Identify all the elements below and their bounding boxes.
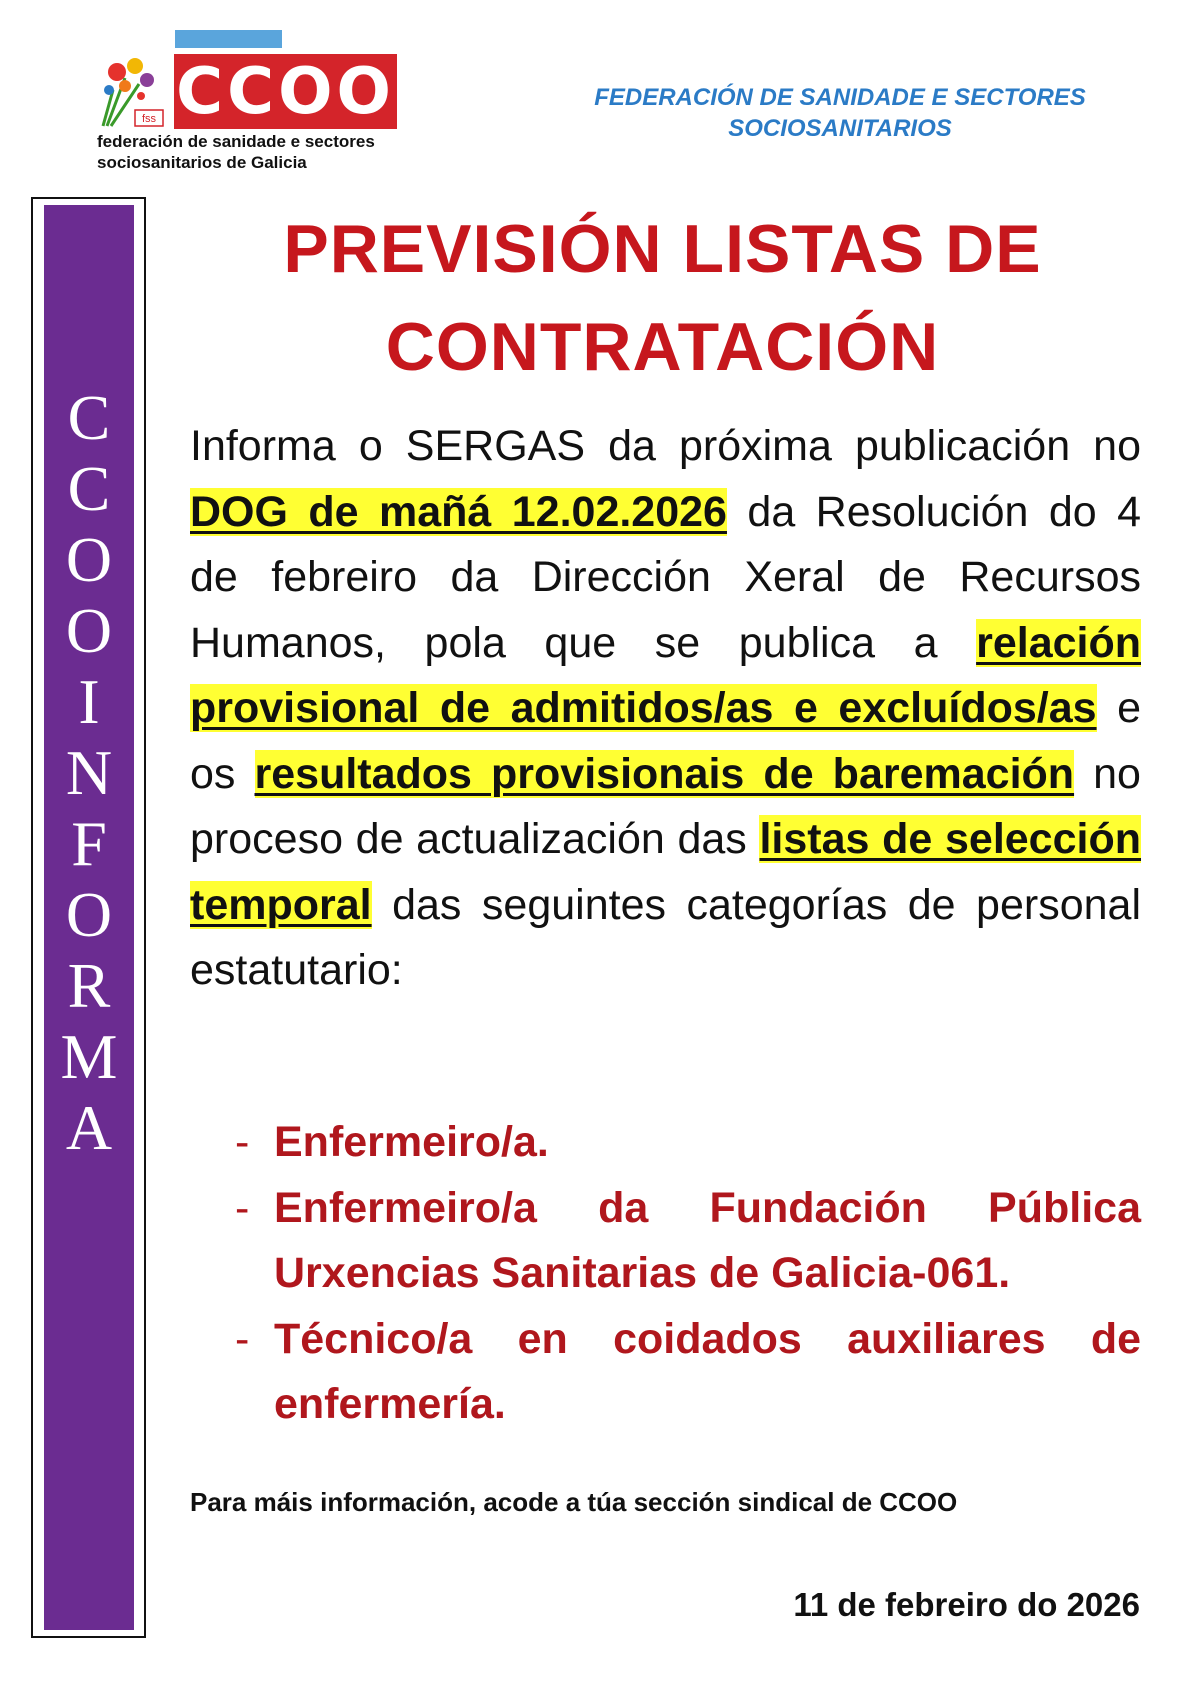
- sidebar-letter: M: [60, 1021, 118, 1092]
- federation-title-line1: FEDERACIÓN DE SANIDADE E SECTORES: [594, 84, 1086, 111]
- footer-info: Para máis información, acode a túa sección sindical de CCOO: [190, 1487, 958, 1517]
- sidebar-ccoo-informa: [44, 382, 134, 1163]
- category-label: Enfermeiro/a da Fundación Pública Urxencias Sanitarias de Galicia-061.: [274, 1183, 1141, 1297]
- logo-subtitle-line2: sociosanitarios de Galicia: [97, 153, 307, 172]
- sidebar-letter: O: [65, 524, 113, 595]
- page-title-line2: CONTRATACIÓN: [385, 309, 940, 385]
- flower-logo-icon: [95, 50, 165, 128]
- paragraph-text: das seguintes categorías de personal estatutario:: [190, 880, 1141, 994]
- sidebar-letter: A: [65, 1092, 113, 1163]
- logo-badge: fss: [141, 113, 157, 125]
- category-item: [235, 1176, 1141, 1307]
- category-item: [235, 1307, 1141, 1438]
- highlight-admitted-excluded: relación provisional de admitidos/as e excluídos/as: [190, 618, 1141, 732]
- logo-text: CCOO: [176, 54, 395, 129]
- page-title: [185, 200, 1140, 396]
- paragraph-text: da Resolución do 4 de febreiro da Dirección Xeral de Recursos Humanos, pola que se publica a: [190, 487, 1141, 667]
- sidebar-letter: R: [67, 950, 111, 1021]
- category-item: [235, 1110, 1141, 1176]
- paragraph-text: no proceso de actualización das: [190, 749, 1141, 863]
- announcement-paragraph: [190, 414, 1141, 1004]
- sidebar-letter: N: [65, 737, 113, 808]
- ccoo-logo: [174, 54, 397, 129]
- sidebar-letter: C: [67, 382, 111, 453]
- federation-title: [560, 82, 1120, 144]
- category-label: Técnico/a en coidados auxiliares de enfermería.: [274, 1314, 1141, 1428]
- federation-title-line2: SOCIOSANITARIOS: [728, 115, 952, 142]
- logo-subtitle: [97, 131, 375, 173]
- sidebar-letter: C: [67, 453, 111, 524]
- sidebar-letter: O: [65, 595, 113, 666]
- page-title-line1: PREVISIÓN LISTAS DE: [283, 211, 1042, 287]
- logo-subtitle-line1: federación de sanidade e sectores: [97, 132, 375, 151]
- footer-date: 11 de febreiro do 2026: [793, 1586, 1140, 1623]
- sidebar-letter: O: [65, 879, 113, 950]
- paragraph-text: Informa o SERGAS da próxima publicación no: [190, 422, 1141, 470]
- list-dash: -: [235, 1314, 250, 1363]
- sidebar-letter: F: [71, 808, 107, 879]
- logo-accent-bar: [175, 30, 282, 48]
- highlight-provisional-results: resultados provisionais de baremación: [254, 749, 1075, 798]
- list-dash: -: [235, 1183, 250, 1232]
- paragraph-text: e os: [190, 684, 1141, 798]
- sidebar-letter: I: [78, 666, 100, 737]
- highlight-temporary-lists: listas de selección temporal: [190, 815, 1141, 929]
- category-list: [235, 1110, 1141, 1438]
- list-dash: -: [235, 1118, 250, 1166]
- category-label: Enfermeiro/a.: [274, 1118, 549, 1166]
- highlight-dog-date: DOG de mañá 12.02.2026: [190, 487, 727, 536]
